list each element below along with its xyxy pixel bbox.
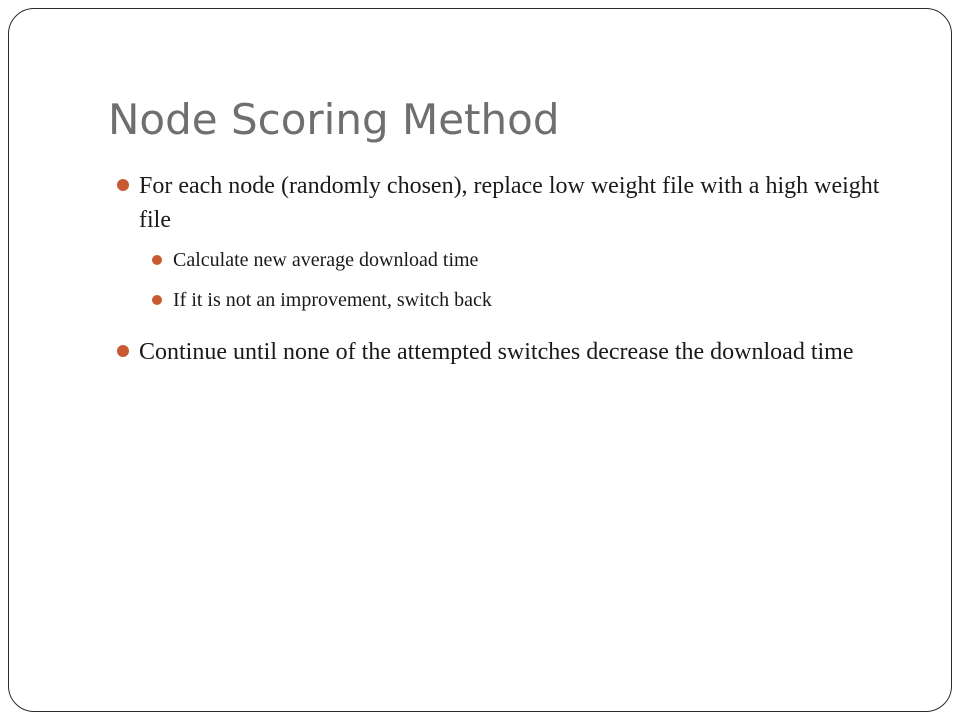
bullet-item <box>108 169 908 237</box>
sub-bullet-text: If it is not an improvement, switch back <box>173 289 492 311</box>
sub-bullet-dot-icon <box>152 295 162 305</box>
sub-bullet-item <box>108 245 908 275</box>
sub-bullet-text: Calculate new average download time <box>173 249 479 271</box>
bullet-dot-icon <box>117 179 129 191</box>
bullet-dot-icon <box>117 345 129 357</box>
bullet-text: For each node (randomly chosen), replace low weight file with a high weight file <box>139 173 880 233</box>
bullet-item <box>108 335 908 369</box>
slide-frame <box>8 8 952 712</box>
bullet-list <box>108 169 908 373</box>
sub-bullet-dot-icon <box>152 255 162 265</box>
slide-title: Node Scoring Method <box>108 95 560 144</box>
sub-bullet-item <box>108 285 908 315</box>
bullet-text: Continue until none of the attempted switches decrease the download time <box>139 339 854 365</box>
